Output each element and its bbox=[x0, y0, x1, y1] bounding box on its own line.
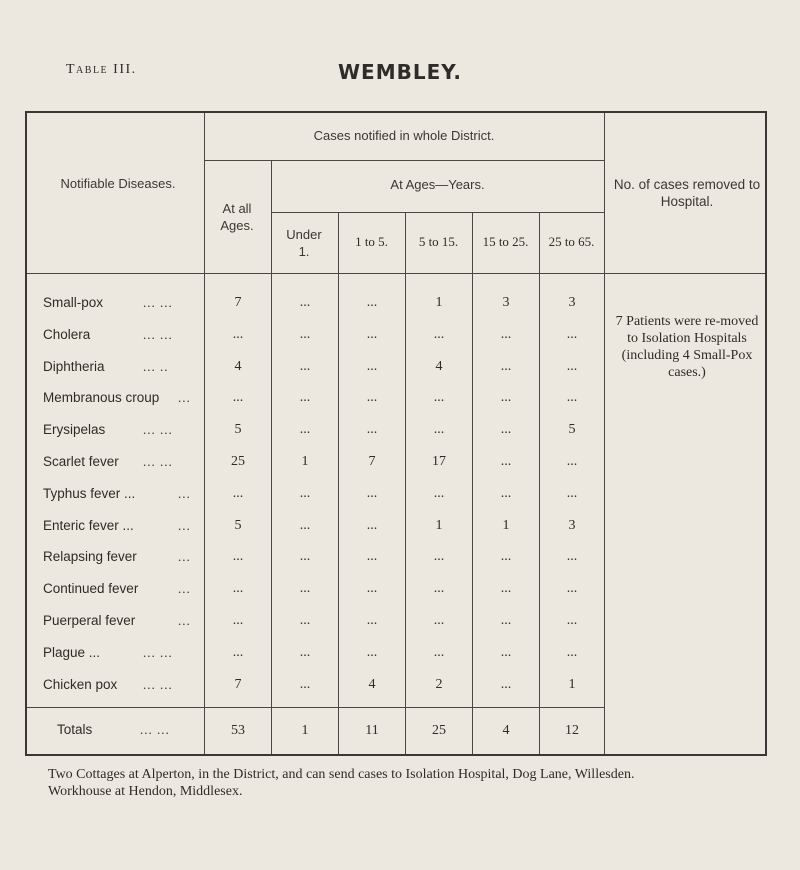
case-count: ... bbox=[566, 613, 578, 628]
leader-dots: ... ... bbox=[143, 326, 173, 342]
case-count: 1 bbox=[435, 517, 443, 533]
case-count: ... bbox=[366, 517, 378, 533]
leader-dots: ... ... bbox=[143, 422, 173, 438]
header-at-ages-years: At Ages—Years. bbox=[390, 177, 485, 192]
case-count: ... bbox=[566, 358, 578, 374]
case-count: 25 bbox=[231, 454, 245, 469]
leader-dots: ... bbox=[178, 390, 191, 406]
case-count: ... bbox=[299, 549, 311, 565]
leader-dots: ... bbox=[178, 613, 191, 628]
case-count: 3 bbox=[568, 295, 576, 310]
case-count: 3 bbox=[568, 517, 576, 533]
case-count: 5 bbox=[568, 422, 576, 438]
case-count: ... bbox=[500, 581, 512, 597]
case-count: 4 bbox=[234, 358, 242, 374]
leader-dots: ... ... bbox=[143, 644, 173, 660]
disease-name: Diphtheria bbox=[43, 358, 105, 374]
leader-dots: ... bbox=[178, 485, 191, 501]
case-count: ... bbox=[566, 549, 578, 565]
case-count: ... bbox=[566, 581, 578, 597]
leader-dots: ... bbox=[178, 549, 191, 565]
case-count: 4 bbox=[435, 358, 443, 374]
row-divider-totals bbox=[27, 707, 604, 708]
leader-dots: ... .. bbox=[143, 358, 169, 374]
case-count: 1 bbox=[502, 517, 510, 533]
case-count: 17 bbox=[432, 454, 446, 469]
case-count: 4 bbox=[368, 676, 376, 692]
col-divider-removed bbox=[604, 113, 605, 754]
col-divider-1-5 bbox=[405, 212, 406, 754]
col-divider-under1 bbox=[338, 212, 339, 754]
case-count: ... bbox=[500, 422, 512, 438]
district-title: WEMBLEY. bbox=[337, 60, 463, 84]
header-25-to-65: 25 to 65. bbox=[548, 234, 595, 249]
col-divider-15-25 bbox=[539, 212, 540, 754]
case-count: ... bbox=[299, 644, 311, 660]
case-count: 5 bbox=[234, 517, 242, 533]
case-count: ... bbox=[433, 581, 445, 597]
case-count: ... bbox=[500, 676, 512, 692]
case-count: 1 bbox=[435, 295, 443, 310]
case-count: ... bbox=[433, 422, 445, 438]
case-count: ... bbox=[500, 390, 512, 406]
case-count: 7 bbox=[234, 295, 242, 310]
total-count: 12 bbox=[565, 723, 579, 738]
case-count: ... bbox=[366, 549, 378, 565]
case-count: ... bbox=[232, 485, 244, 501]
header-at-all-ages: At all Ages. bbox=[220, 201, 254, 233]
case-count: 7 bbox=[368, 454, 376, 469]
case-count: ... bbox=[500, 549, 512, 565]
case-count: 5 bbox=[234, 422, 242, 438]
total-count: 25 bbox=[432, 723, 446, 738]
disease-name: Chicken pox bbox=[43, 676, 118, 692]
case-count: ... bbox=[366, 390, 378, 406]
case-count: ... bbox=[566, 390, 578, 406]
total-count: 1 bbox=[301, 723, 309, 738]
leader-dots: ... ... bbox=[143, 295, 173, 310]
footer-line-1: Two Cottages at Alperton, in the District, and can send cases to Isolation Hospital, Dog Lane, Willesden. bbox=[48, 767, 635, 782]
case-count: ... bbox=[433, 613, 445, 628]
case-count: ... bbox=[500, 613, 512, 628]
footer-line-2: Workhouse at Hendon, Middlesex. bbox=[48, 784, 243, 799]
case-count: ... bbox=[366, 295, 378, 310]
case-count: ... bbox=[299, 613, 311, 628]
leader-dots: ... bbox=[178, 581, 191, 597]
header-15-to-25: 15 to 25. bbox=[482, 234, 529, 249]
row-divider-ages bbox=[271, 212, 604, 213]
removed-note: 7 Patients were re-moved to Isolation Hospitals (including 4 Small-Pox cases.) bbox=[615, 314, 759, 380]
case-count: ... bbox=[299, 517, 311, 533]
case-count: ... bbox=[299, 581, 311, 597]
case-count: 2 bbox=[435, 676, 443, 692]
case-count: ... bbox=[366, 644, 378, 660]
case-count: ... bbox=[500, 326, 512, 342]
header-5-to-15: 5 to 15. bbox=[418, 234, 459, 249]
total-count: 4 bbox=[502, 723, 510, 738]
case-count: ... bbox=[299, 358, 311, 374]
disease-name: Puerperal fever bbox=[43, 613, 136, 628]
case-count: ... bbox=[299, 295, 311, 310]
case-count: ... bbox=[566, 644, 578, 660]
row-divider-cases bbox=[204, 160, 604, 161]
case-count: ... bbox=[500, 485, 512, 501]
disease-name: Continued fever bbox=[43, 581, 139, 597]
case-count: ... bbox=[299, 422, 311, 438]
case-count: ... bbox=[232, 390, 244, 406]
case-count: ... bbox=[299, 326, 311, 342]
case-count: ... bbox=[366, 613, 378, 628]
disease-name: Small-pox bbox=[43, 295, 104, 310]
totals-leader-dots: ... ... bbox=[140, 722, 170, 737]
case-count: ... bbox=[366, 581, 378, 597]
case-count: ... bbox=[500, 358, 512, 374]
leader-dots: ... bbox=[178, 517, 191, 533]
header-notifiable-diseases: Notifiable Diseases. bbox=[60, 176, 176, 191]
case-count: ... bbox=[433, 549, 445, 565]
case-count: ... bbox=[566, 326, 578, 342]
case-count: ... bbox=[232, 613, 244, 628]
case-count: ... bbox=[366, 326, 378, 342]
header-under-1: Under 1. bbox=[286, 227, 322, 259]
case-count: ... bbox=[500, 454, 512, 469]
disease-name: Cholera bbox=[43, 326, 91, 342]
disease-name: Plague ... bbox=[43, 644, 101, 660]
col-divider-5-15 bbox=[472, 212, 473, 754]
table-label: Table III. bbox=[66, 62, 137, 77]
case-count: ... bbox=[566, 485, 578, 501]
header-cases-notified: Cases notified in whole District. bbox=[313, 128, 495, 143]
case-count: ... bbox=[433, 390, 445, 406]
totals-label: Totals bbox=[57, 722, 93, 737]
disease-name: Typhus fever ... bbox=[43, 485, 136, 501]
case-count: 7 bbox=[234, 676, 242, 692]
case-count: ... bbox=[232, 549, 244, 565]
case-count: ... bbox=[299, 390, 311, 406]
case-count: ... bbox=[566, 454, 578, 469]
case-count: 1 bbox=[301, 454, 309, 469]
header-removed-to-hospital: No. of cases removed to Hospital. bbox=[613, 177, 761, 209]
case-count: ... bbox=[232, 581, 244, 597]
case-count: ... bbox=[433, 326, 445, 342]
disease-name: Enteric fever ... bbox=[43, 517, 134, 533]
row-divider-header bbox=[27, 273, 765, 274]
case-count: ... bbox=[433, 485, 445, 501]
header-1-to-5: 1 to 5. bbox=[355, 234, 388, 249]
leader-dots: ... ... bbox=[143, 676, 173, 692]
case-count: ... bbox=[366, 485, 378, 501]
case-count: ... bbox=[299, 676, 311, 692]
case-count: ... bbox=[232, 644, 244, 660]
footer-note bbox=[48, 766, 768, 800]
case-count: ... bbox=[299, 485, 311, 501]
disease-name: Membranous croup bbox=[43, 390, 160, 406]
case-count: 1 bbox=[568, 676, 576, 692]
disease-name: Relapsing fever bbox=[43, 549, 137, 565]
col-divider-all-ages bbox=[271, 160, 272, 754]
case-count: ... bbox=[433, 644, 445, 660]
total-count: 53 bbox=[231, 723, 245, 738]
disease-name: Scarlet fever bbox=[43, 454, 119, 469]
case-count: ... bbox=[500, 644, 512, 660]
leader-dots: ... ... bbox=[143, 454, 173, 469]
disease-name: Erysipelas bbox=[43, 422, 106, 438]
total-count: 11 bbox=[365, 723, 379, 738]
case-count: ... bbox=[232, 326, 244, 342]
case-count: ... bbox=[366, 358, 378, 374]
case-count: 3 bbox=[502, 295, 510, 310]
case-count: ... bbox=[366, 422, 378, 438]
